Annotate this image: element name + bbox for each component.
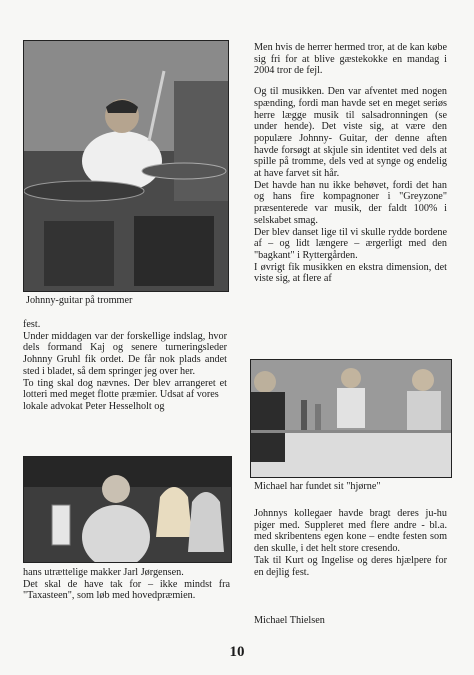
- right-paragraph-7: Tak til Kurt og Ingelise og deres hjælpere for en dejlig fest.: [254, 554, 447, 578]
- lottery-photo-illustration: [24, 457, 231, 562]
- left-paragraph-3: To ting skal dog nævnes. Der blev arrangeret et lotteri med meget flotte præmier. Udsat af vores: [23, 377, 227, 401]
- author-signature: Michael Thielsen: [254, 615, 325, 626]
- photo-lottery-prize: [23, 456, 232, 563]
- left-paragraph-5: hans utrættelige makker Jarl Jørgensen.: [23, 567, 184, 578]
- right-column-text-bottom: [254, 508, 447, 578]
- page-number: 10: [229, 644, 245, 660]
- photo3-caption: Michael har fundet sit "hjørne": [254, 481, 381, 492]
- left-paragraph-4: lokale advokat Peter Hesselholt og: [23, 400, 165, 412]
- michael-photo-illustration: [251, 360, 451, 477]
- right-paragraph-1: Men hvis de herrer hermed tror, at de kan købe sig fri for at blive gæstekokke en mandag i 2004 tror de fejl.: [254, 42, 447, 77]
- left-paragraph-6: Det skal de have tak for – ikke mindst fra "Taxasteen", som løb med hovedpræmien.: [23, 578, 230, 602]
- left-column-text: [23, 319, 227, 413]
- photo-michael-corner: [250, 359, 452, 478]
- right-paragraph-5: I øvrigt fik musikken en ekstra dimension, det viste sig, at flere af: [254, 261, 447, 285]
- right-paragraph-4: Der blev danset lige til vi skulle rydde bordene af – og lidt længere – ærgerligt med den "bagkant" i Ryttergården.: [254, 226, 447, 261]
- right-paragraph-3: Det havde han nu ikke behøvet, fordi det han og hans fire kompagnoner i "Greyzone" præsenterede var musik, der faldt 100% i selskabet smag.: [254, 179, 447, 226]
- right-paragraph-6: Johnnys kollegaer havde bragt deres ju-hu piger med. Suppleret med flere andre - bl.a. med skribentens egen kone – endte festen som den skulle, i det helt store cresendo.: [254, 508, 447, 555]
- photo1-caption: Johnny-guitar på trommer: [26, 295, 133, 306]
- right-paragraph-2: Og til musikken. Den var afventet med nogen spænding, fordi man havde set en meget seriøs herre lægge musik til salsadronningen (se under hende). Det viste sig, at være den populære Johnny- Guitar, der denne aften havde forsøgt at skjule sin identitet ved dels at spille på tromme, dels ved at synge og endelig at have farvet sit hår.: [254, 86, 447, 180]
- right-column-text: [254, 42, 447, 285]
- left-paragraph-2: Under middagen var der forskellige indslag, hvor dels formand Kaj og senere turneringsleder Johnny Gruhl fik ordet. De får nok plads andet sted i bladet, så dem springer jeg over her.: [23, 330, 227, 377]
- drummer-photo-illustration: [24, 41, 228, 291]
- photo-johnny-drums: [23, 40, 229, 292]
- left-column-text-after-photo: [23, 567, 230, 602]
- left-paragraph-1: fest.: [23, 319, 41, 330]
